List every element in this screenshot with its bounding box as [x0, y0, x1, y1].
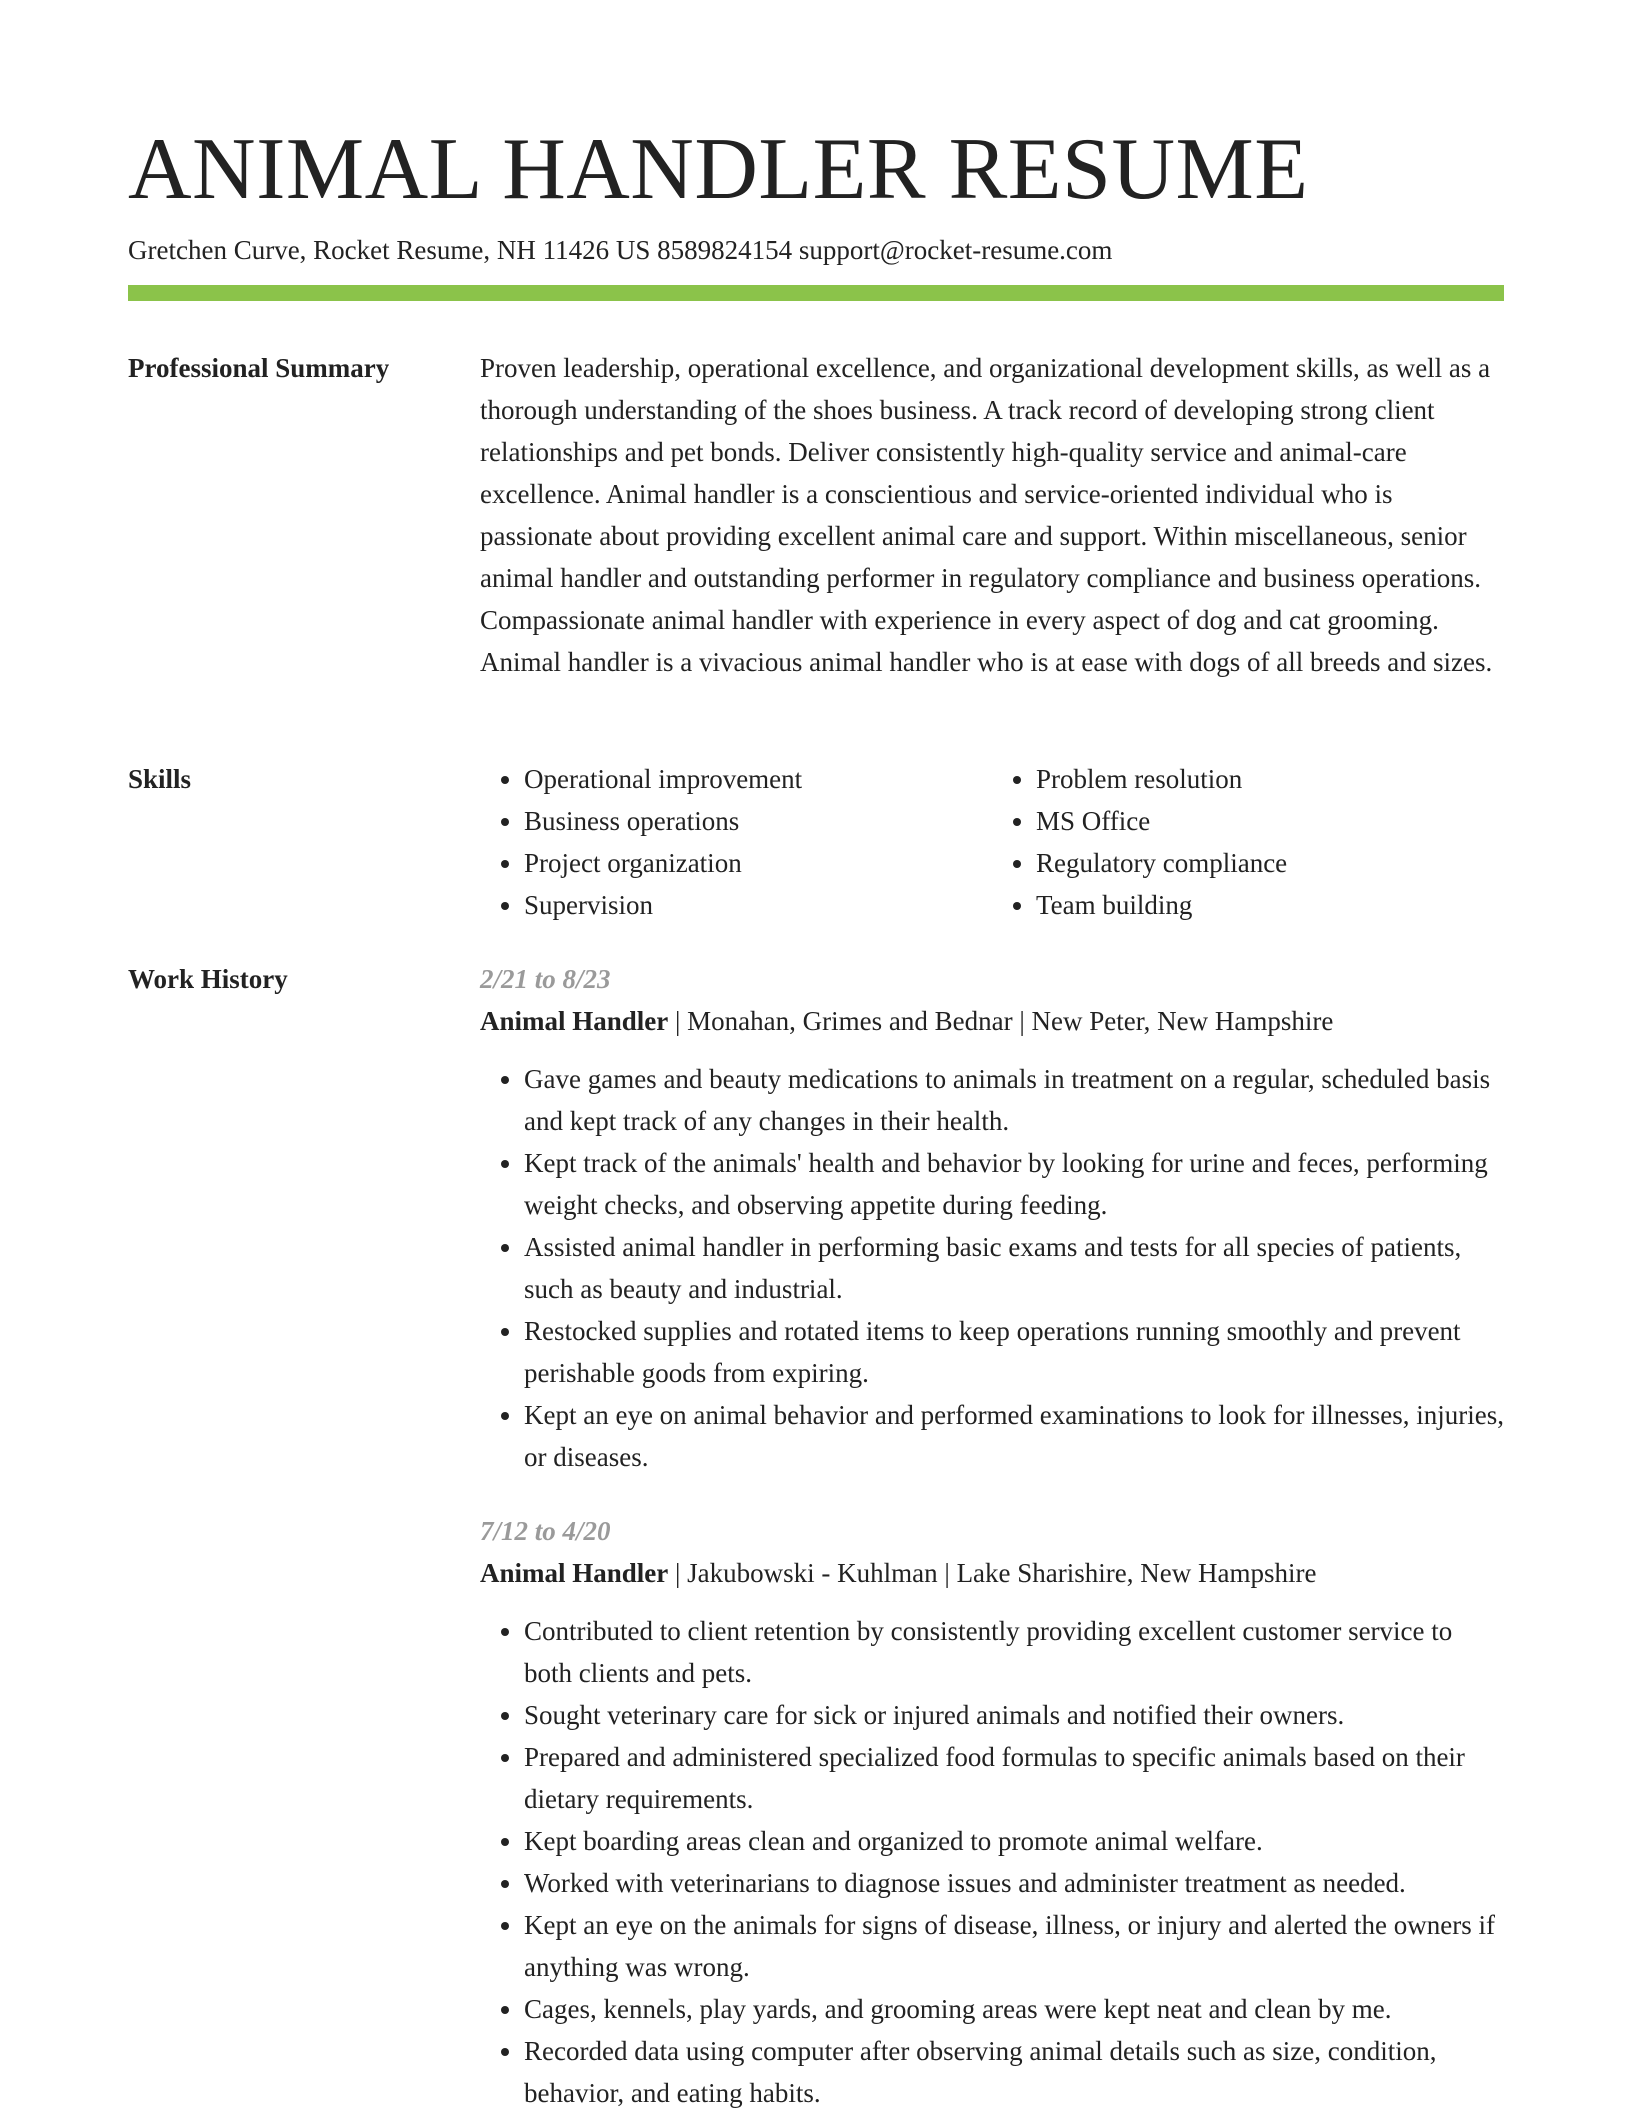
- job-location: Lake Sharishire, New Hampshire: [956, 1558, 1317, 1588]
- skills-list-right: [992, 758, 1504, 926]
- skill-item: • MS Office: [1036, 800, 1504, 842]
- job-bullet: • Cages, kennels, play yards, and grooming areas were kept neat and clean by me.: [524, 1988, 1504, 2030]
- job-bullet-list: [480, 1610, 1504, 2114]
- skills-list-left: [480, 758, 992, 926]
- job-company: Monahan, Grimes and Bednar: [687, 1006, 1013, 1036]
- job-entry: [480, 958, 1504, 1478]
- job-separator: |: [668, 1558, 688, 1588]
- job-bullet: • Prepared and administered specialized food formulas to specific animals based on their dietary requirements.: [524, 1736, 1504, 1820]
- skill-item: • Business operations: [524, 800, 992, 842]
- job-heading: [480, 1000, 1504, 1042]
- job-separator: |: [1012, 1006, 1032, 1036]
- job-bullet: • Kept boarding areas clean and organized to promote animal welfare.: [524, 1820, 1504, 1862]
- job-title: Animal Handler: [480, 1006, 669, 1036]
- skill-item: • Problem resolution: [1036, 758, 1504, 800]
- job-separator: |: [668, 1006, 688, 1036]
- skill-item: • Project organization: [524, 842, 992, 884]
- job-location: New Peter, New Hampshire: [1031, 1006, 1334, 1036]
- job-dates: 7/12 to 4/20: [480, 1516, 611, 1546]
- job-dates: 2/21 to 8/23: [480, 964, 611, 994]
- job-bullet: • Gave games and beauty medications to animals in treatment on a regular, scheduled basis and kept track of any changes in their health.: [524, 1058, 1504, 1142]
- contact-line: Gretchen Curve, Rocket Resume, NH 11426 US 8589824154 support@rocket-resume.com: [128, 235, 1113, 265]
- job-bullet: • Recorded data using computer after observing animal details such as size, condition, behavior, and eating habits.: [524, 2030, 1504, 2114]
- job-bullet: • Restocked supplies and rotated items to keep operations running smoothly and prevent perishable goods from expiring.: [524, 1310, 1504, 1394]
- section-label-skills: Skills: [128, 764, 192, 794]
- job-bullet: • Kept an eye on animal behavior and performed examinations to look for illnesses, injuries, or diseases.: [524, 1394, 1504, 1478]
- skill-item: • Supervision: [524, 884, 992, 926]
- job-company: Jakubowski - Kuhlman: [687, 1558, 938, 1588]
- job-bullet: • Contributed to client retention by consistently providing excellent customer service to both clients and pets.: [524, 1610, 1504, 1694]
- skill-item: • Team building: [1036, 884, 1504, 926]
- job-title: Animal Handler: [480, 1558, 669, 1588]
- job-heading: [480, 1552, 1504, 1594]
- job-bullet: • Assisted animal handler in performing basic exams and tests for all species of patients, such as beauty and industrial.: [524, 1226, 1504, 1310]
- page-title: ANIMAL HANDLER RESUME: [128, 121, 1309, 218]
- skills-body: [480, 758, 1504, 926]
- header-divider: [128, 285, 1504, 301]
- summary-text: Proven leadership, operational excellence, and organizational development skills, as well as a thorough understanding of the shoes business. A track record of developing strong client relationships and pet bonds. Deliver consistently high-quality service and animal-care excellence. Animal handler is a conscientious and service-oriented individual who is passionate about providing excellent animal care and support. Within miscellaneous, senior animal handler and outstanding performer in regulatory compliance and business operations. Compassionate animal handler with experience in every aspect of dog and cat grooming. Animal handler is a vivacious animal handler who is at ease with dogs of all breeds and sizes.: [480, 353, 1493, 677]
- job-entry: [480, 1510, 1504, 2114]
- job-bullet: • Kept track of the animals' health and behavior by looking for urine and feces, performing weight checks, and observing appetite during feeding.: [524, 1142, 1504, 1226]
- job-separator: |: [937, 1558, 957, 1588]
- job-bullet: • Kept an eye on the animals for signs of disease, illness, or injury and alerted the owners if anything was wrong.: [524, 1904, 1504, 1988]
- skill-item: • Operational improvement: [524, 758, 992, 800]
- summary-body: [480, 347, 1504, 683]
- section-label-work-history: Work History: [128, 964, 288, 994]
- job-bullet: • Sought veterinary care for sick or injured animals and notified their owners.: [524, 1694, 1504, 1736]
- skills-grid: [480, 758, 1504, 926]
- work-history-body: [480, 958, 1504, 2114]
- section-label-summary: Professional Summary: [128, 353, 390, 383]
- job-bullet-list: [480, 1058, 1504, 1478]
- job-bullet: • Worked with veterinarians to diagnose issues and administer treatment as needed.: [524, 1862, 1504, 1904]
- skill-item: • Regulatory compliance: [1036, 842, 1504, 884]
